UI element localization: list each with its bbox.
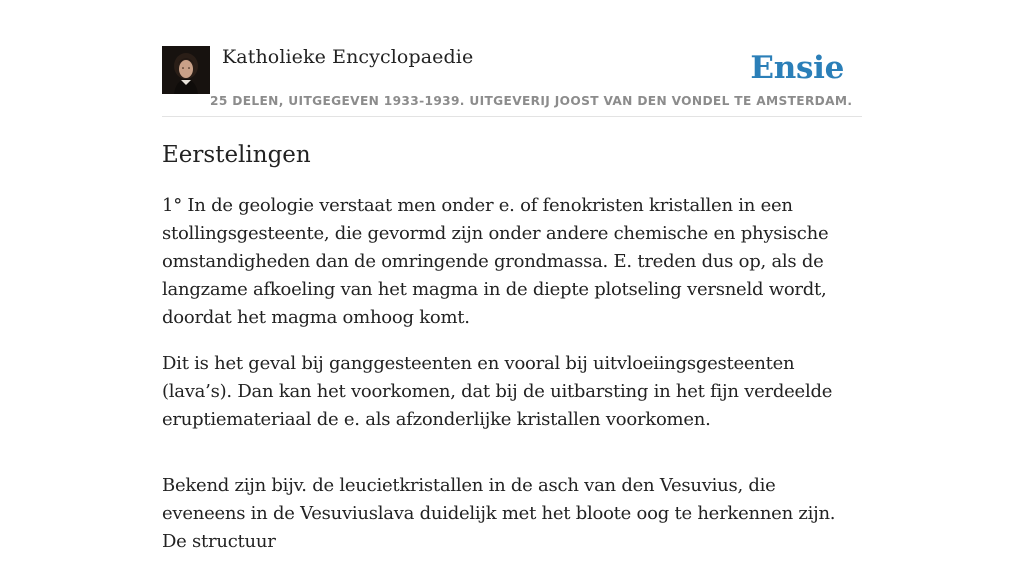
article-paragraph: Dit is het geval bij ganggesteenten en vooral bij uitvloeiingsgesteenten (lava’s). Dan kan het voorkomen, dat bij de uitbarsting in het fijn verdeelde eruptiemateriaal de e. als afzonderlijke kristallen voorkomen. bbox=[162, 353, 833, 430]
source-title[interactable]: Katholieke Encyclopaedie bbox=[222, 46, 474, 68]
article-paragraph: 1° In de geologie verstaat men onder e. of fenokristen kristallen in een stollingsgesteente, die gevormd zijn onder andere chemische en physische omstandigheden dan de omringende grondmassa. E. treden dus op, als de langzame afkoeling van het magma in de diepte plotseling versneld wordt, doordat het magma omhoog komt. bbox=[162, 195, 829, 328]
article-paragraph: Bekend zijn bijv. de leucietkristallen in de asch van den Vesuvius, die eveneens in de Vesuviuslava duidelijk met het bloote oog te herkennen zijn. De structuur bbox=[162, 475, 836, 552]
source-subtitle: 25 DELEN, UITGEGEVEN 1933-1939. UITGEVERIJ JOOST VAN DEN VONDEL TE AMSTERDAM. bbox=[210, 94, 853, 108]
avatar[interactable] bbox=[162, 46, 210, 94]
brand-logo-link[interactable]: Ensie bbox=[750, 50, 844, 86]
source-header bbox=[162, 46, 862, 117]
article-title: Eerstelingen bbox=[162, 142, 311, 168]
article bbox=[162, 140, 862, 574]
portrait-icon bbox=[162, 46, 210, 94]
